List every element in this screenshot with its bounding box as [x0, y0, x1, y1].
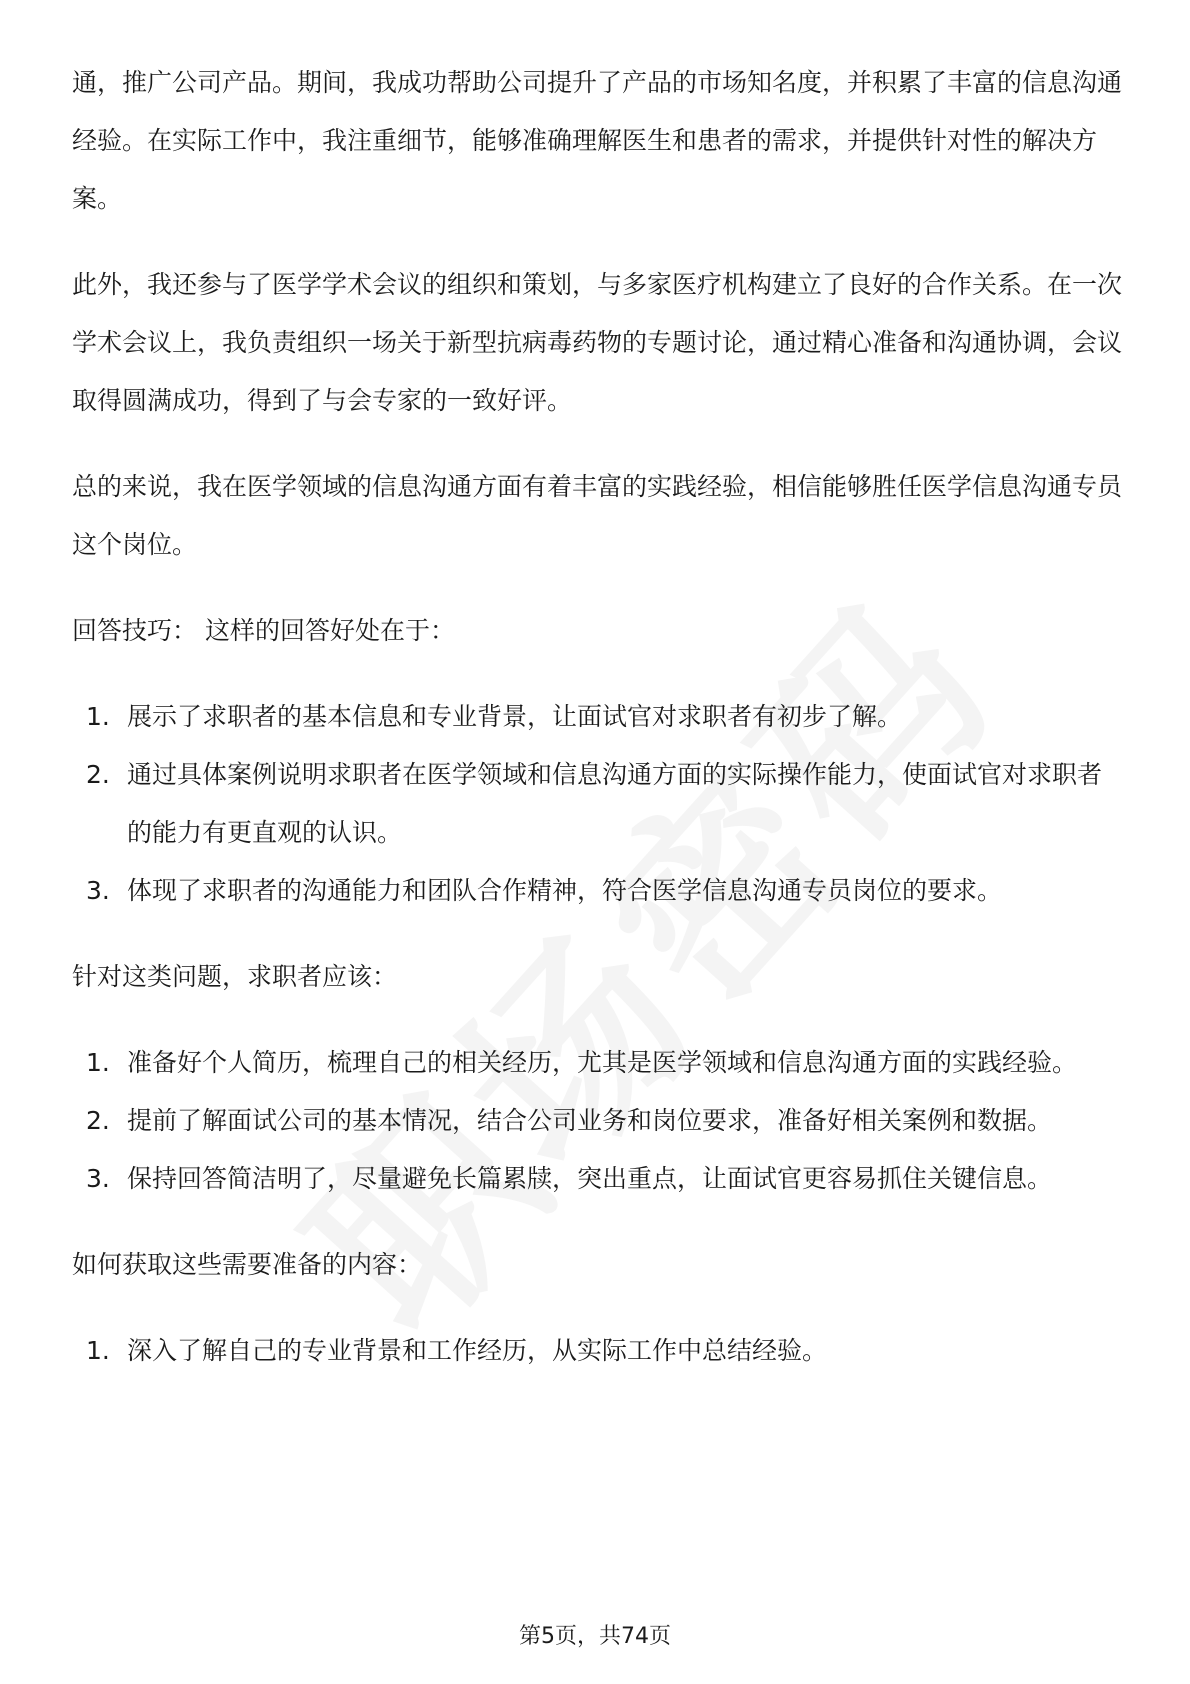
list-item: [72, 688, 1122, 746]
prepare-heading: 如何获取这些需要准备的内容：: [72, 1250, 423, 1279]
advice-heading: 针对这类问题，求职者应该：: [72, 962, 398, 991]
paragraph: 通，推广公司产品。期间，我成功帮助公司提升了产品的市场知名度，并积累了丰富的信息沟通经验。在实际工作中，我注重细节，能够准确理解医生和患者的需求，并提供针对性的解决方案。: [72, 68, 1123, 213]
list-number: 1.: [86, 702, 110, 731]
list-item: [72, 1150, 1122, 1208]
list-number: 2.: [86, 760, 110, 789]
list-text: 展示了求职者的基本信息和专业背景，让面试官对求职者有初步了解。: [127, 702, 903, 731]
list-number: 3.: [86, 876, 110, 905]
advice-list: [72, 1034, 1122, 1208]
prepare-list: [72, 1322, 1122, 1380]
list-text: 通过具体案例说明求职者在医学领域和信息沟通方面的实际操作能力，使面试官对求职者的能力有更直观的认识。: [127, 760, 1103, 847]
list-number: 2.: [86, 1106, 110, 1135]
tips-heading: 回答技巧： 这样的回答好处在于：: [72, 616, 455, 645]
list-text: 保持回答简洁明了，尽量避免长篇累牍，突出重点，让面试官更容易抓住关键信息。: [127, 1164, 1053, 1193]
list-text: 准备好个人简历，梳理自己的相关经历，尤其是医学领域和信息沟通方面的实践经验。: [127, 1048, 1078, 1077]
list-item: [72, 1034, 1122, 1092]
list-text: 体现了求职者的沟通能力和团队合作精神，符合医学信息沟通专员岗位的要求。: [127, 876, 1003, 905]
list-number: 3.: [86, 1164, 110, 1193]
tips-list: [72, 688, 1122, 920]
list-item: [72, 862, 1122, 920]
list-item: [72, 746, 1122, 862]
list-number: 1.: [86, 1336, 110, 1365]
list-number: 1.: [86, 1048, 110, 1077]
paragraph: 总的来说，我在医学领域的信息沟通方面有着丰富的实践经验，相信能够胜任医学信息沟通专员这个岗位。: [72, 472, 1123, 559]
page-number: 第5页，共74页: [519, 1624, 671, 1649]
list-item: [72, 1322, 1122, 1380]
list-text: 提前了解面试公司的基本情况，结合公司业务和岗位要求，准备好相关案例和数据。: [127, 1106, 1053, 1135]
document-body: [72, 54, 1122, 1408]
list-text: 深入了解自己的专业背景和工作经历，从实际工作中总结经验。: [127, 1336, 828, 1365]
paragraph: 此外，我还参与了医学学术会议的组织和策划，与多家医疗机构建立了良好的合作关系。在一次学术会议上，我负责组织一场关于新型抗病毒药物的专题讨论，通过精心准备和沟通协调，会议取得圆满成功，得到了与会专家的一致好评。: [72, 270, 1123, 415]
list-item: [72, 1092, 1122, 1150]
